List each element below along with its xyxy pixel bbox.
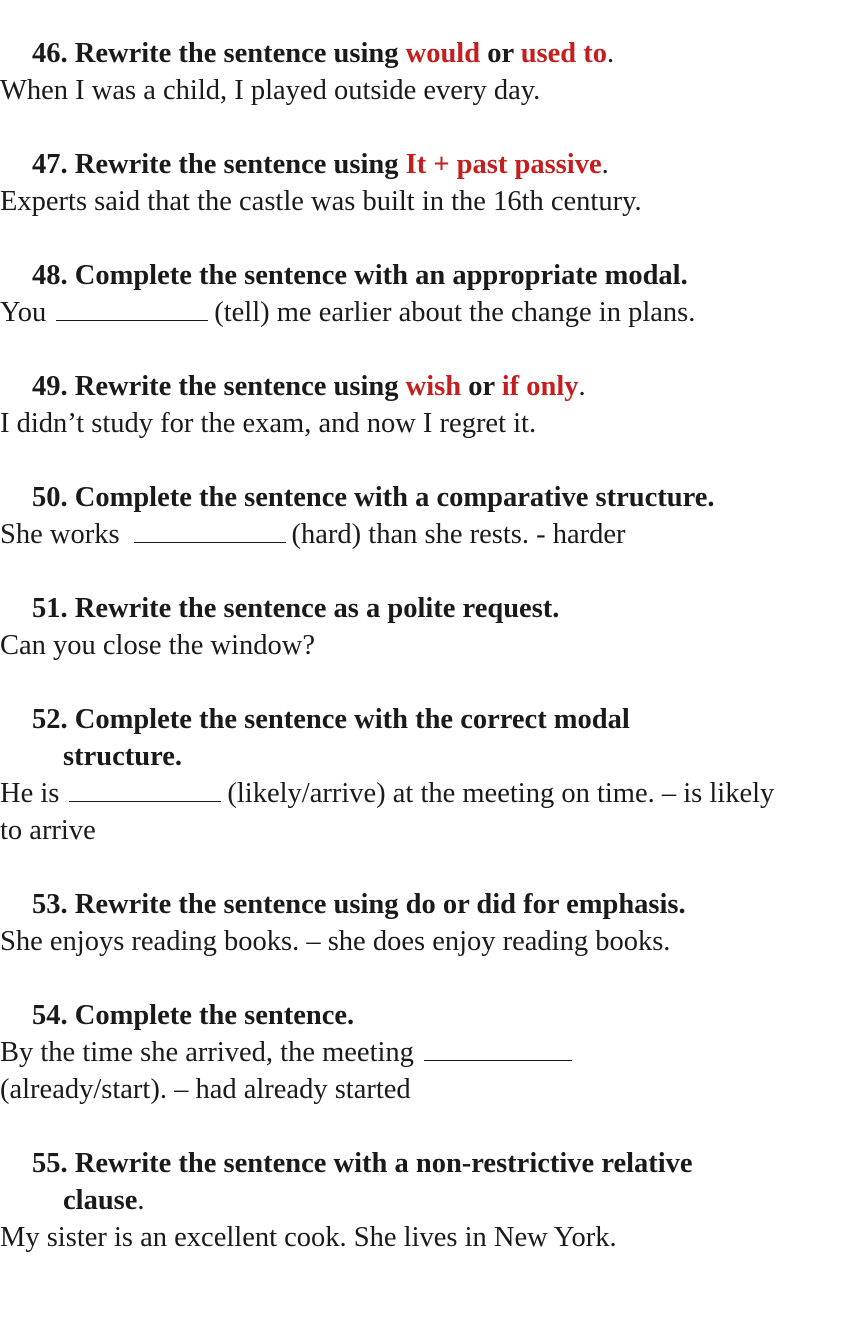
question-52-sentence: He is (likely/arrive) at the meeting on time. – is likely to arrive [0, 778, 775, 846]
question-55-prompt: 55. Rewrite the sentence with a non-restrictive relative clause. [32, 1148, 693, 1216]
question-50 [0, 479, 858, 553]
keyword-wish: wish [405, 371, 462, 402]
question-48-sentence: You (tell) me earlier about the change in plans. [0, 297, 696, 328]
question-52-prompt: 52. Complete the sentence with the correct modal structure. [32, 704, 630, 772]
question-50-prompt: 50. Complete the sentence with a comparative structure. [32, 482, 715, 513]
question-55-sentence: My sister is an excellent cook. She lives in New York. [0, 1222, 617, 1253]
answer-blank [134, 520, 286, 543]
answer-blank [56, 298, 208, 321]
keyword-used-to: used to [520, 38, 608, 69]
question-51-prompt: 51. Rewrite the sentence as a polite request. [32, 593, 560, 624]
question-54 [0, 997, 858, 1108]
question-54-sentence: By the time she arrived, the meeting(already/start). – had already started [0, 1034, 858, 1108]
question-52 [0, 701, 858, 849]
question-53 [0, 886, 858, 960]
question-55 [0, 1145, 858, 1256]
question-47-sentence: Experts said that the castle was built in the 16th century. [0, 186, 642, 217]
question-49-prompt: 49. Rewrite the sentence using wish or if only. [32, 371, 586, 402]
question-53-sentence: She enjoys reading books. – she does enjoy reading books. [0, 926, 671, 957]
question-50-sentence: She works (hard) than she rests. - harder [0, 519, 626, 550]
question-49-sentence: I didn’t study for the exam, and now I regret it. [0, 408, 537, 439]
answer-blank [69, 779, 221, 802]
question-46 [0, 35, 858, 109]
question-53-prompt: 53. Rewrite the sentence using do or did for emphasis. [32, 889, 686, 920]
question-51-sentence: Can you close the window? [0, 630, 316, 661]
question-47-prompt: 47. Rewrite the sentence using It + past passive. [32, 149, 609, 180]
keyword-if-only: if only [501, 371, 579, 402]
question-46-sentence: When I was a child, I played outside every day. [0, 75, 541, 106]
question-46-prompt: 46. Rewrite the sentence using would or used to. [32, 38, 615, 69]
question-47 [0, 146, 858, 220]
answer-blank [424, 1038, 572, 1061]
question-48-prompt: 48. Complete the sentence with an appropriate modal. [32, 260, 688, 291]
question-54-prompt: 54. Complete the sentence. [32, 1000, 355, 1031]
question-48 [0, 257, 858, 331]
question-49 [0, 368, 858, 442]
question-51 [0, 590, 858, 664]
keyword-would: would [405, 38, 481, 69]
keyword-it-past-passive: It + past passive [405, 149, 602, 180]
